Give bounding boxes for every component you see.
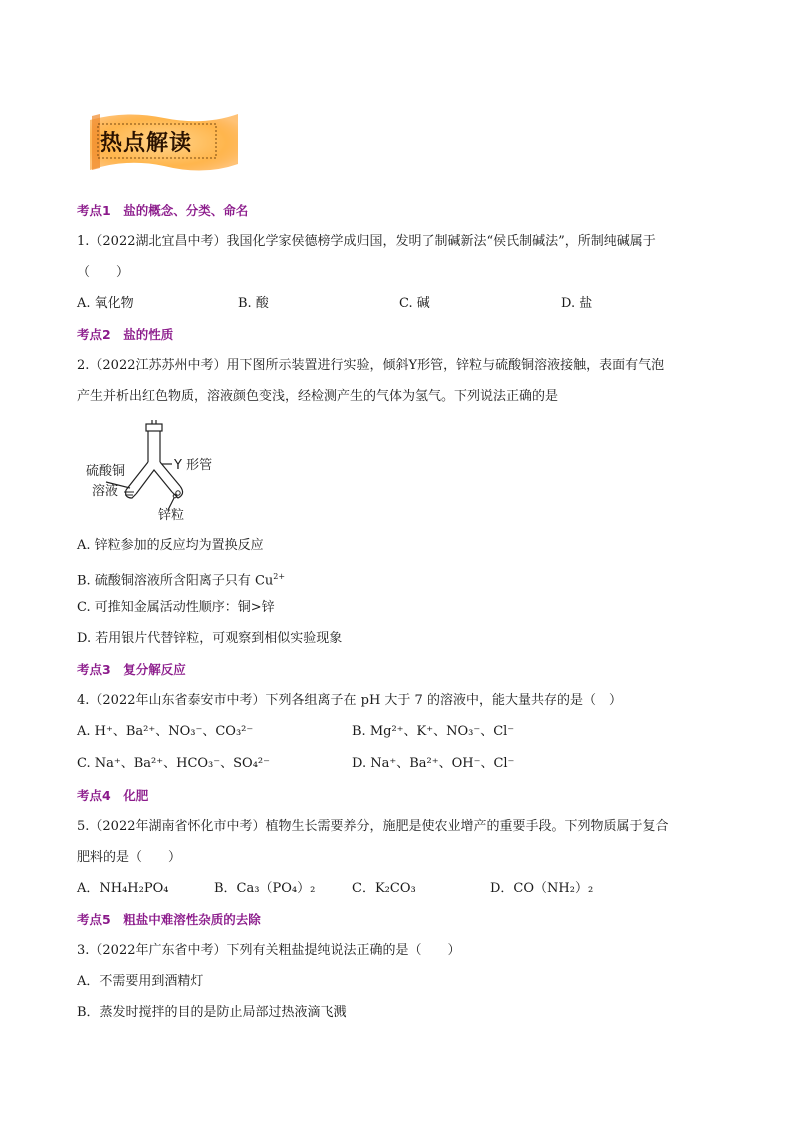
question-1-option-a: A. 氧化物 (77, 296, 134, 311)
question-1-option-d: D. 盐 (561, 296, 593, 311)
question-1-option-b: B. 酸 (238, 296, 269, 311)
section-heading-3: 考点3 复分解反应 (77, 662, 186, 677)
question-2-option-b (77, 568, 285, 590)
question-1-option-c: C. 碱 (399, 296, 430, 311)
question-4-option-a: A. H⁺、Ba²⁺、NO₃⁻、CO₃²⁻ (77, 724, 254, 739)
question-2-option-c: C. 可推知金属活动性顺序：铜>锌 (77, 600, 275, 615)
label-copper-sulfate-line2: 溶液 (92, 484, 119, 499)
question-2-text-line1: 2.（2022江苏苏州中考）用下图所示装置进行实验，倾斜Y形管，锌粒与硫酸铜溶液接触，表面有气泡 (77, 358, 665, 373)
question-2-option-b-charge: 2+ (273, 572, 286, 581)
y-tube-diagram (84, 420, 254, 526)
label-zinc-granules: 锌粒 (158, 508, 185, 523)
question-3-option-a: A．不需要用到酒精灯 (77, 974, 204, 989)
section-banner (86, 110, 234, 172)
question-4-text: 4.（2022年山东省泰安市中考）下列各组离子在 pH 大于 7 的溶液中，能大量共存的是（ ） (77, 693, 622, 708)
question-3-text: 3.（2022年广东省中考）下列有关粗盐提纯说法正确的是（ ） (77, 943, 461, 958)
question-3-option-b: B．蒸发时搅拌的目的是防止局部过热液滴飞溅 (77, 1005, 347, 1020)
question-2-option-d: D. 若用银片代替锌粒，可观察到相似实验现象 (77, 631, 343, 646)
question-4-option-d: D. Na⁺、Ba²⁺、OH⁻、Cl⁻ (352, 756, 515, 771)
question-5-text-line2: 肥料的是（ ） (77, 850, 182, 865)
question-5-option-a: A．NH₄H₂PO₄ (77, 881, 169, 896)
section-heading-4: 考点4 化肥 (77, 788, 149, 803)
question-5-option-d: D．CO（NH₂）₂ (490, 881, 594, 896)
section-heading-5: 考点5 粗盐中难溶性杂质的去除 (77, 912, 261, 927)
question-5-option-b: B．Ca₃（PO₄）₂ (214, 881, 316, 896)
question-5-option-c: C．K₂CO₃ (352, 881, 416, 896)
question-1-blank: （ ） (77, 265, 130, 280)
question-2-option-a: A. 锌粒参加的反应均为置换反应 (77, 538, 264, 553)
question-2-option-b-text: B. 硫酸铜溶液所含阳离子只有 Cu (77, 573, 274, 589)
question-4-option-c: C. Na⁺、Ba²⁺、HCO₃⁻、SO₄²⁻ (77, 756, 270, 771)
label-y-tube: Y 形管 (174, 458, 213, 473)
question-5-text-line1: 5.（2022年湖南省怀化市中考）植物生长需要养分，施肥是使农业增产的重要手段。下列物质属于复合 (77, 819, 669, 834)
section-heading-2: 考点2 盐的性质 (77, 327, 174, 342)
question-2-text-line2: 产生并析出红色物质，溶液颜色变浅，经检测产生的气体为氢气。下列说法正确的是 (77, 389, 559, 404)
label-copper-sulfate-line1: 硫酸铜 (86, 464, 126, 479)
banner-title: 热点解读 (100, 131, 193, 156)
question-1-text: 1.（2022湖北宜昌中考）我国化学家侯德榜学成归国，发明了制碱新法“侯氏制碱法”，所制纯碱属于 (77, 234, 656, 249)
question-4-option-b: B. Mg²⁺、K⁺、NO₃⁻、Cl⁻ (352, 724, 515, 739)
section-heading-1: 考点1 盐的概念、分类、命名 (77, 203, 249, 218)
